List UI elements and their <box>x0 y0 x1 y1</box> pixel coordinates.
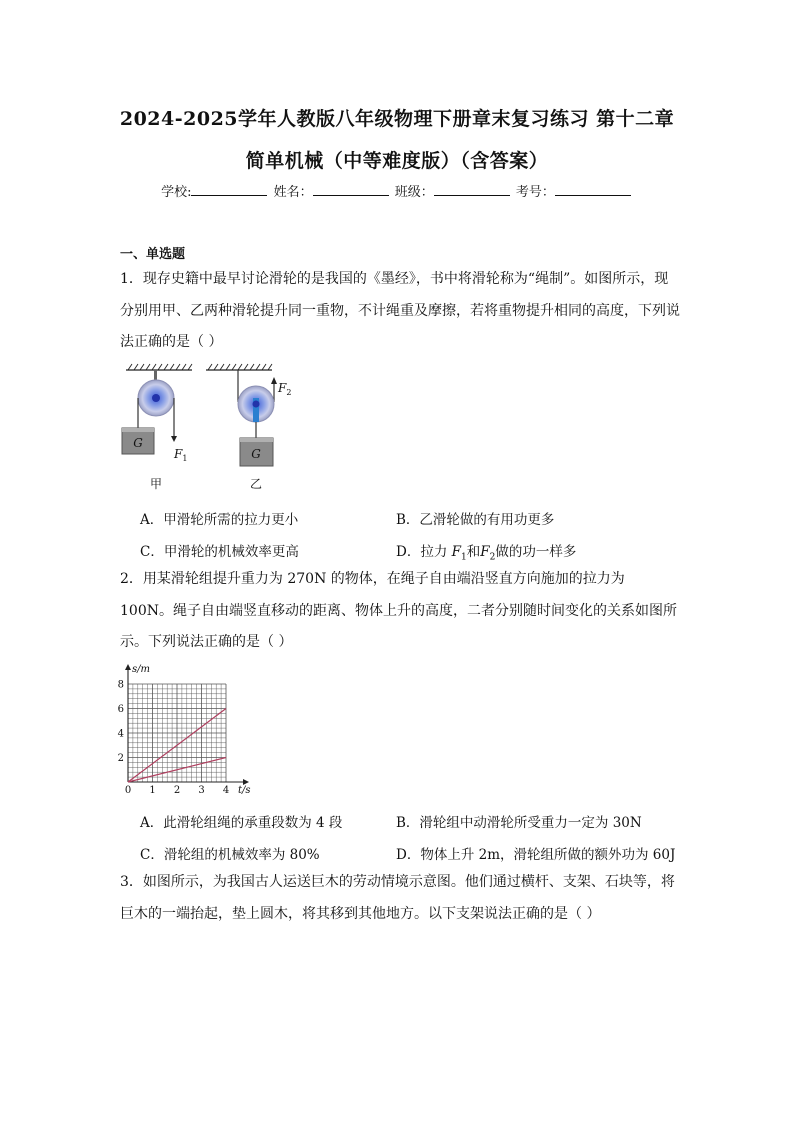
question-2-text: 2．用某滑轮组提升重力为 270N 的物体，在绳子自由端沿竖直方向施加的拉力为 100N。绳子自由端竖直移动的距离、物体上升的高度，二者分别随时间变化的关系如图所示。下列说法正确的是（ ） <box>120 571 677 650</box>
x-tick-label: 3 <box>198 785 205 796</box>
x-tick-label: 4 <box>222 785 230 796</box>
figure-label-a: 甲 <box>149 477 163 491</box>
x-axis-label: t/s <box>238 785 251 796</box>
weight-b-icon <box>240 438 273 466</box>
question-3-text: 3．如图所示，为我国古人运送巨木的劳动情境示意图。他们通过横杆、支架、石块等，将巨木的一端抬起，垫上圆木，将其移到其他地方。以下支架说法正确的是（ ） <box>120 874 675 922</box>
name-label: 姓名： <box>273 185 313 200</box>
pulley-figure <box>118 362 308 494</box>
q2-option-a[interactable]: A．此滑轮组绳的承重段数为 4 段 <box>140 815 343 831</box>
section-heading: 一、单选题 <box>120 247 186 262</box>
school-blank <box>191 183 267 196</box>
distance-time-chart <box>112 660 262 800</box>
y-axis-arrow-icon <box>125 664 131 670</box>
paper-title-line-1: 2024-2025学年人教版八年级物理下册章末复习练习 第十二章 <box>119 108 675 130</box>
q1-option-b[interactable]: B．乙滑轮做的有用功更多 <box>396 512 555 528</box>
figure-label-b: 乙 <box>249 477 263 491</box>
x-tick-label: 0 <box>124 785 132 796</box>
y-tick-label: 2 <box>117 753 124 764</box>
school-label: 学校: <box>161 185 192 200</box>
force-2-label: $F_2$ <box>278 381 292 397</box>
x-tick-label: 2 <box>173 785 181 796</box>
y-tick-label: 4 <box>117 728 124 740</box>
y-axis-label: s/m <box>132 664 150 675</box>
movable-pulley-icon <box>238 370 277 438</box>
y-tick-label: 6 <box>117 704 124 715</box>
weight-a-label: G <box>133 436 143 450</box>
ceiling-b <box>206 364 272 370</box>
q1-option-a[interactable]: A．甲滑轮所需的拉力更小 <box>140 512 299 528</box>
y-tick-label: 8 <box>117 679 124 691</box>
student-info-row <box>0 181 794 200</box>
weight-a-icon <box>122 428 154 454</box>
q1-option-c[interactable]: C．甲滑轮的机械效率更高 <box>140 544 299 560</box>
ceiling-a <box>126 364 192 370</box>
class-blank <box>434 183 510 196</box>
q2-option-b[interactable]: B．滑轮组中动滑轮所受重力一定为 30N <box>396 815 642 831</box>
q2-option-c[interactable]: C．滑轮组的机械效率为 80% <box>140 847 320 863</box>
question-1-text: 1．现存史籍中最早讨论滑轮的是我国的《墨经》，书中将滑轮称为“绳制”。如图所示，现分别用甲、乙两种滑轮提升同一重物，不计绳重及摩擦，若将重物提升相同的高度，下列说法正确的是（ ） <box>120 271 680 350</box>
q1-option-d[interactable]: D．拉力 $F_1$和$F_2$做的功一样多 <box>396 544 577 563</box>
weight-b-label: G <box>251 447 261 461</box>
name-blank <box>313 183 389 196</box>
force-1-label: $F_1$ <box>174 447 188 463</box>
number-blank <box>555 183 631 196</box>
class-label: 班级： <box>394 185 434 200</box>
chart-grid <box>128 684 226 782</box>
q2-option-d[interactable]: D．物体上升 2m，滑轮组所做的额外功为 60J <box>396 847 676 863</box>
paper-title-line-2: 简单机械（中等难度版）（含答案） <box>245 150 549 172</box>
x-tick-label: 1 <box>149 785 156 796</box>
number-label: 考号： <box>515 185 555 200</box>
